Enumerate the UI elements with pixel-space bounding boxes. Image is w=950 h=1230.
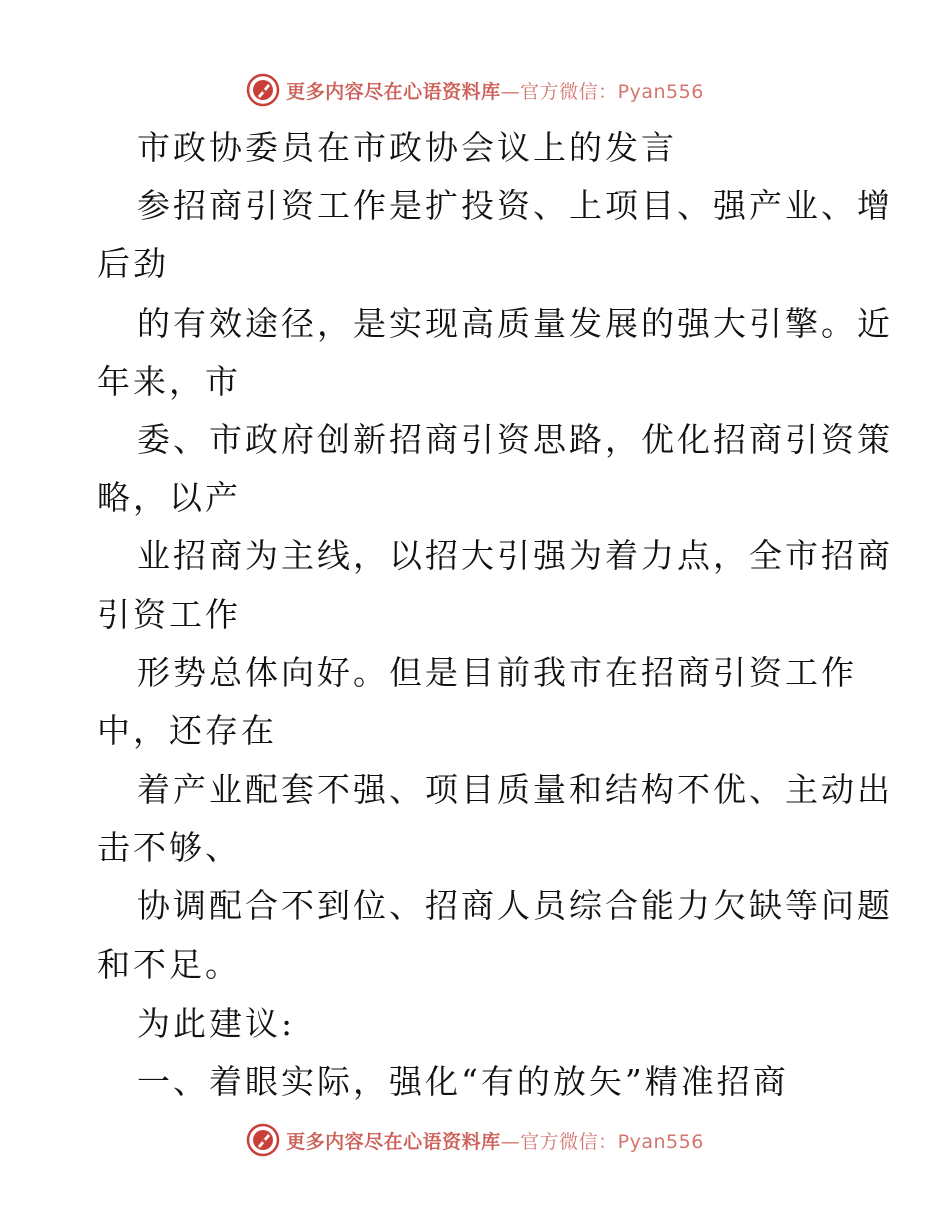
paragraph-line: 年来，市 — [97, 362, 241, 401]
watermark-main-text: 更多内容尽在心语资料库 — [286, 80, 501, 103]
paragraph-line: 协调配合不到位、招商人员综合能力欠缺等问题 — [137, 886, 893, 925]
paragraph-line: 参招商引资工作是扩投资、上项目、强产业、增 — [137, 186, 893, 225]
pen-nib-logo-icon — [246, 73, 280, 107]
watermark-contact-text: —官方微信：Pyan556 — [500, 80, 704, 103]
paragraph-line: 委、市政府创新招商引资思路，优化招商引资策 — [137, 420, 893, 459]
paragraph-line: 形势总体向好。但是目前我市在招商引资工作 — [137, 653, 857, 692]
paragraph-line: 略，以产 — [97, 478, 241, 517]
watermark-contact-text: —官方微信：Pyan556 — [500, 1130, 704, 1153]
document-title: 市政协委员在市政协会议上的发言 — [137, 128, 677, 167]
footer-watermark-banner — [0, 1120, 950, 1160]
paragraph-line: 着产业配套不强、项目质量和结构不优、主动出 — [137, 770, 893, 809]
paragraph-line: 中，还存在 — [97, 711, 277, 750]
paragraph-line: 击不够、 — [97, 828, 241, 867]
suggestion-intro: 为此建议: — [137, 1004, 296, 1043]
paragraph-line: 和不足。 — [97, 945, 241, 984]
pen-nib-logo-icon — [246, 1123, 280, 1157]
section-heading: 一、着眼实际，强化“有的放矢”精准招商 — [137, 1062, 789, 1101]
paragraph-line: 的有效途径，是实现高质量发展的强大引擎。近 — [137, 304, 893, 343]
paragraph-line: 后劲 — [97, 244, 169, 283]
watermark-text — [286, 77, 704, 104]
paragraph-line: 业招商为主线，以招大引强为着力点，全市招商 — [137, 536, 893, 575]
header-watermark-banner — [0, 70, 950, 110]
paragraph-line: 引资工作 — [97, 595, 241, 634]
watermark-main-text: 更多内容尽在心语资料库 — [286, 1130, 501, 1153]
watermark-text — [286, 1127, 704, 1154]
